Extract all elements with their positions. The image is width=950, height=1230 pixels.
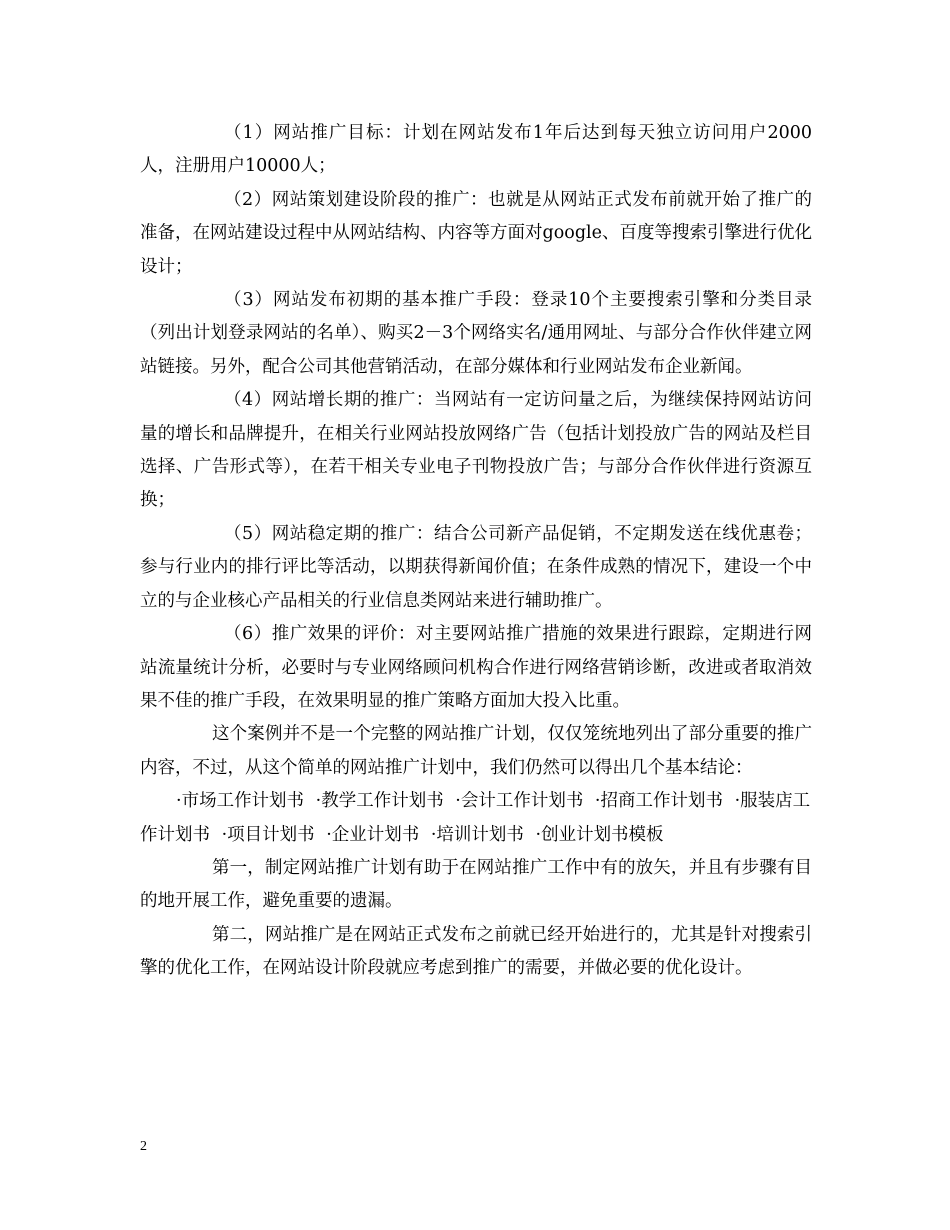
page-number: 2: [140, 1139, 147, 1154]
related-links: [140, 785, 812, 852]
paragraph-stable-stage: （5）网站稳定期的推广：结合公司新产品促销，不定期发送在线优惠卷；参与行业内的排行评比等活动，以期获得新闻价值；在条件成熟的情况下，建设一个中立的与企业核心产品相关的行业信息类网站来进行辅助推广。: [140, 523, 812, 611]
document-body: [140, 117, 812, 986]
paragraph-launch-stage: （3）网站发布初期的基本推广手段：登录10个主要搜索引擎和分类目录（列出计划登录网站的名单）、购买2－3个网络实名/通用网址、与部分合作伙伴建立网站链接。另外，配合公司其他营销活动，在部分媒体和行业网站发布企业新闻。: [140, 290, 812, 377]
link-startup-plan-template[interactable]: ·创业计划书模板: [535, 824, 664, 845]
paragraph-growth-stage: （4）网站增长期的推广：当网站有一定访问量之后，为继续保持网站访问量的增长和品牌提升，在相关行业网站投放网络广告（包括计划投放广告的网站及栏目选择、广告形式等），在若干相关专业电子刊物投放广告；与部分合作伙伴进行资源互换；: [140, 390, 812, 511]
link-enterprise-plan[interactable]: ·企业计划书: [326, 824, 420, 845]
link-accounting-plan[interactable]: ·会计工作计划书: [455, 791, 584, 812]
link-market-plan[interactable]: ·市场工作计划书: [176, 791, 305, 812]
paragraph-planning-stage: （2）网站策划建设阶段的推广：也就是从网站正式发布前就开始了推广的准备，在网站建设过程中从网站结构、内容等方面对google、百度等搜索引擎进行优化设计；: [140, 189, 812, 277]
link-investment-plan[interactable]: ·招商工作计划书: [594, 791, 723, 812]
paragraph-evaluation: （6）推广效果的评价：对主要网站推广措施的效果进行跟踪，定期进行网站流量统计分析，必要时与专业网络顾问机构合作进行网络营销诊断，改进或者取消效果不佳的推广手段，在效果明显的推广策略方面加大投入比重。: [140, 624, 812, 711]
link-teaching-plan[interactable]: ·教学工作计划书: [315, 791, 444, 812]
paragraph-case-summary: 这个案例并不是一个完整的网站推广计划，仅仅笼统地列出了部分重要的推广内容，不过，从这个简单的网站推广计划中，我们仍然可以得出几个基本结论：: [140, 724, 812, 778]
link-project-plan[interactable]: ·项目计划书: [221, 824, 315, 845]
paragraph-conclusion-second: 第二，网站推广是在网站正式发布之前就已经开始进行的，尤其是针对搜索引擎的优化工作，在网站设计阶段就应考虑到推广的需要，并做必要的优化设计。: [140, 924, 812, 979]
paragraph-goal: （1）网站推广目标：计划在网站发布1年后达到每天独立访问用户2000人，注册用户10000人；: [140, 123, 812, 177]
paragraph-conclusion-first: 第一，制定网站推广计划有助于在网站推广工作中有的放矢，并且有步骤有目的地开展工作，避免重要的遗漏。: [140, 857, 812, 912]
link-clothing-store-plan[interactable]: ·服装店工作计划书: [140, 791, 811, 845]
link-training-plan[interactable]: ·培训计划书: [430, 824, 524, 845]
